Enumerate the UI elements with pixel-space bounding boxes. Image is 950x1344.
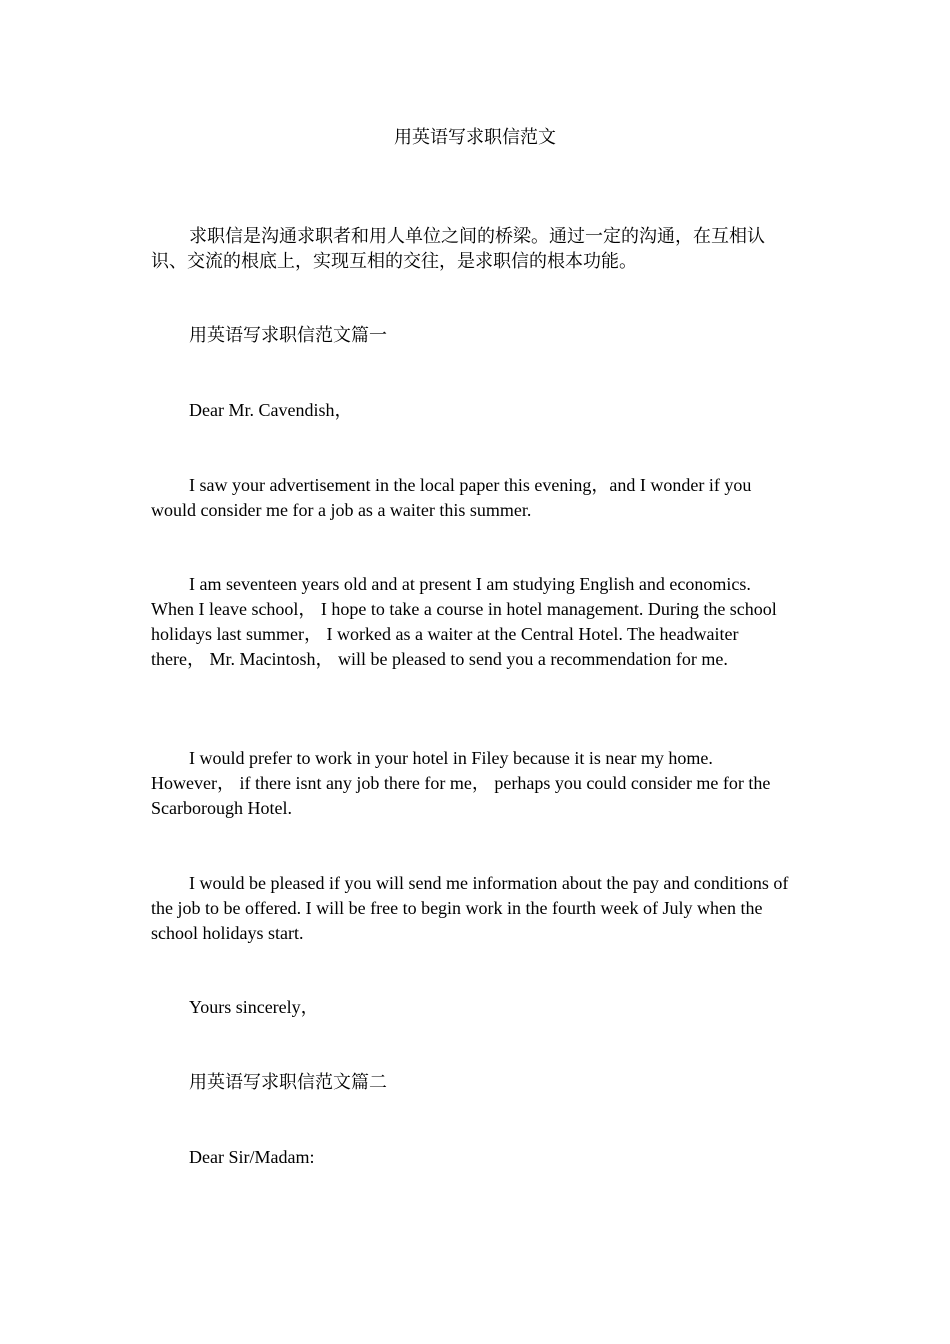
letter1-paragraph-1: I saw your advertisement in the local paper this evening，and I wonder if you would consider me for a job as a waiter this summer. xyxy=(151,475,752,520)
letter1-paragraph-4: I would be pleased if you will send me information about the pay and conditions of the job to be offered. I will be free to begin work in the fourth week of July when the school holidays start. xyxy=(151,873,789,943)
letter2-salutation: Dear Sir/Madam: xyxy=(189,1147,315,1167)
letter1-salutation: Dear Mr. Cavendish， xyxy=(189,400,353,420)
letter1-paragraph-3: I would prefer to work in your hotel in Filey because it is near my home. However， if there isnt any job there for me， perhaps you could consider me for the Scarborough Hotel. xyxy=(151,748,771,818)
section1-heading: 用英语写求职信范文篇一 xyxy=(189,325,387,345)
letter1-closing: Yours sincerely， xyxy=(189,997,319,1017)
section2-heading: 用英语写求职信范文篇二 xyxy=(189,1072,387,1092)
document-title: 用英语写求职信范文 xyxy=(394,127,556,147)
intro-paragraph: 求职信是沟通求职者和用人单位之间的桥梁。通过一定的沟通，在互相认识、交流的根底上，实现互相的交往，是求职信的根本功能。 xyxy=(151,226,765,271)
letter1-paragraph-2: I am seventeen years old and at present I am studying English and economics. When I leave school， I hope to take a course in hotel management. During the school holidays last summer， I worked as a waiter at the Central Hotel. The headwaiter there， Mr. Macintosh， will be pleased to send you a recommendation for me. xyxy=(151,574,777,669)
